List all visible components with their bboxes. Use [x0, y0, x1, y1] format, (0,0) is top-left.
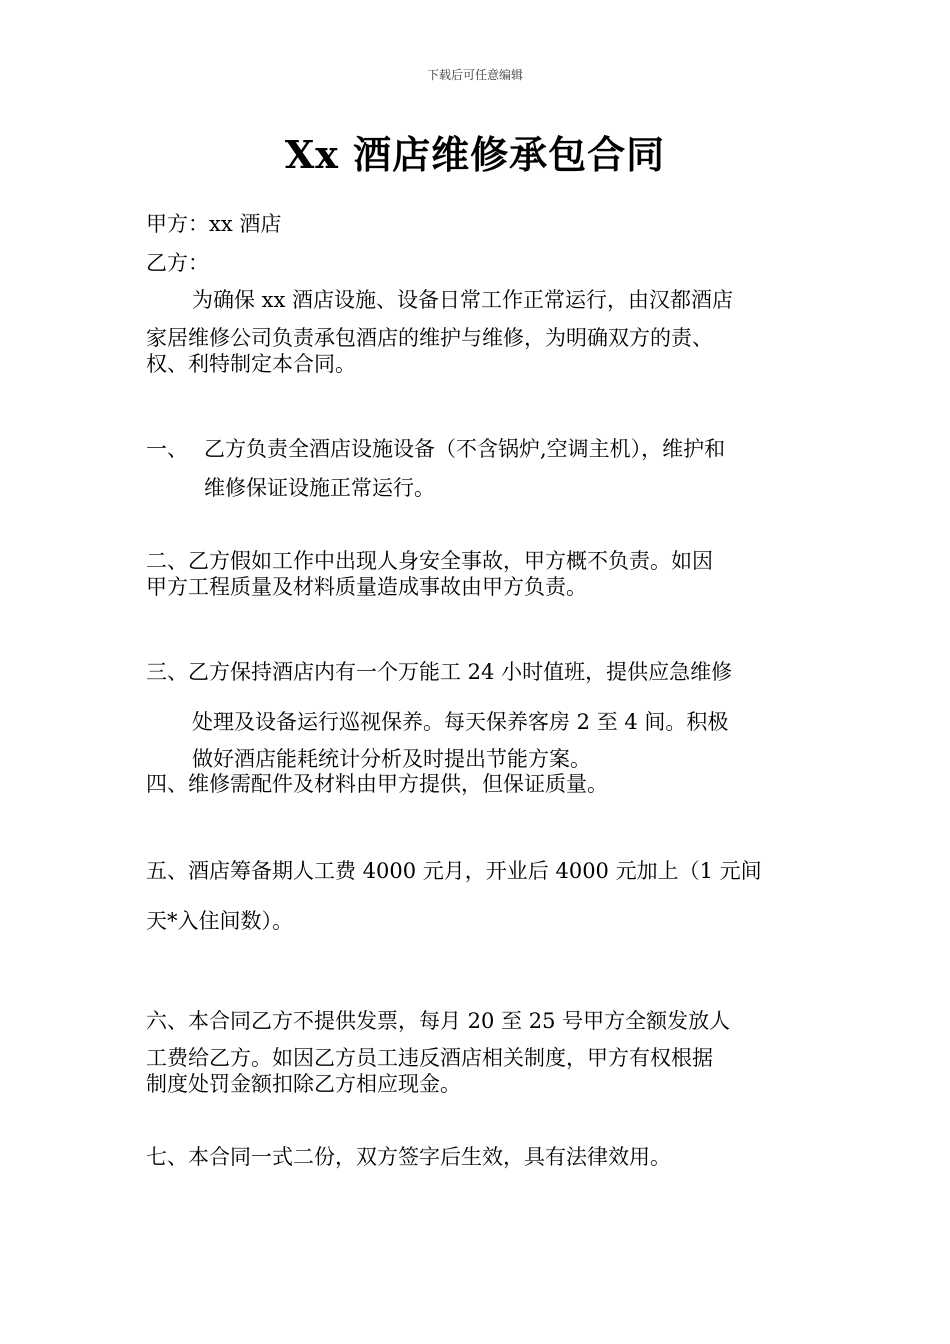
clause-6-line-1: 六、本合同乙方不提供发票，每月 20 至 25 号甲方全额发放人	[146, 1009, 731, 1033]
header-note: 下载后可任意编辑	[426, 68, 523, 82]
clause-5-line-2: 天*入住间数）。	[146, 909, 293, 933]
clause-1-line-2: 维修保证设施正常运行。	[204, 476, 435, 500]
intro-line-1: 为确保 xx 酒店设施、设备日常工作正常运行，由汉都酒店	[192, 288, 734, 312]
clause-1-line-1	[146, 435, 725, 463]
clause-6-line-2: 工费给乙方。如因乙方员工违反酒店相关制度，甲方有权根据	[146, 1046, 713, 1070]
clause-5-line-1: 五、酒店筹备期人工费 4000 元月，开业后 4000 元加上（1 元间	[146, 859, 762, 883]
clause-6-line-3: 制度处罚金额扣除乙方相应现金。	[146, 1072, 461, 1096]
document-title: Xx 酒店维修承包合同	[284, 132, 666, 177]
clause-7-line-1: 七、本合同一式二份，双方签字后生效，具有法律效用。	[146, 1145, 671, 1169]
party-b: 乙方：	[146, 251, 209, 275]
intro-line-3: 权、利特制定本合同。	[146, 352, 356, 376]
clause-2-line-2: 甲方工程质量及材料质量造成事故由甲方负责。	[146, 575, 587, 599]
party-a: 甲方：xx 酒店	[146, 212, 282, 236]
clause-1-number: 一、	[146, 437, 188, 461]
clause-3-line-2: 处理及设备运行巡视保养。每天保养客房 2 至 4 间。积极	[192, 710, 729, 734]
clause-1-text-1: 乙方负责全酒店设施设备（不含锅炉,空调主机），维护和	[204, 437, 726, 461]
clause-4-line-1: 四、维修需配件及材料由甲方提供，但保证质量。	[146, 772, 608, 796]
clause-3-line-1: 三、乙方保持酒店内有一个万能工 24 小时值班，提供应急维修	[146, 660, 733, 684]
clause-3-line-3: 做好酒店能耗统计分析及时提出节能方案。	[192, 747, 591, 771]
clause-2-line-1: 二、乙方假如工作中出现人身安全事故，甲方概不负责。如因	[146, 549, 713, 573]
intro-line-2: 家居维修公司负责承包酒店的维护与维修，为明确双方的责、	[146, 326, 713, 350]
